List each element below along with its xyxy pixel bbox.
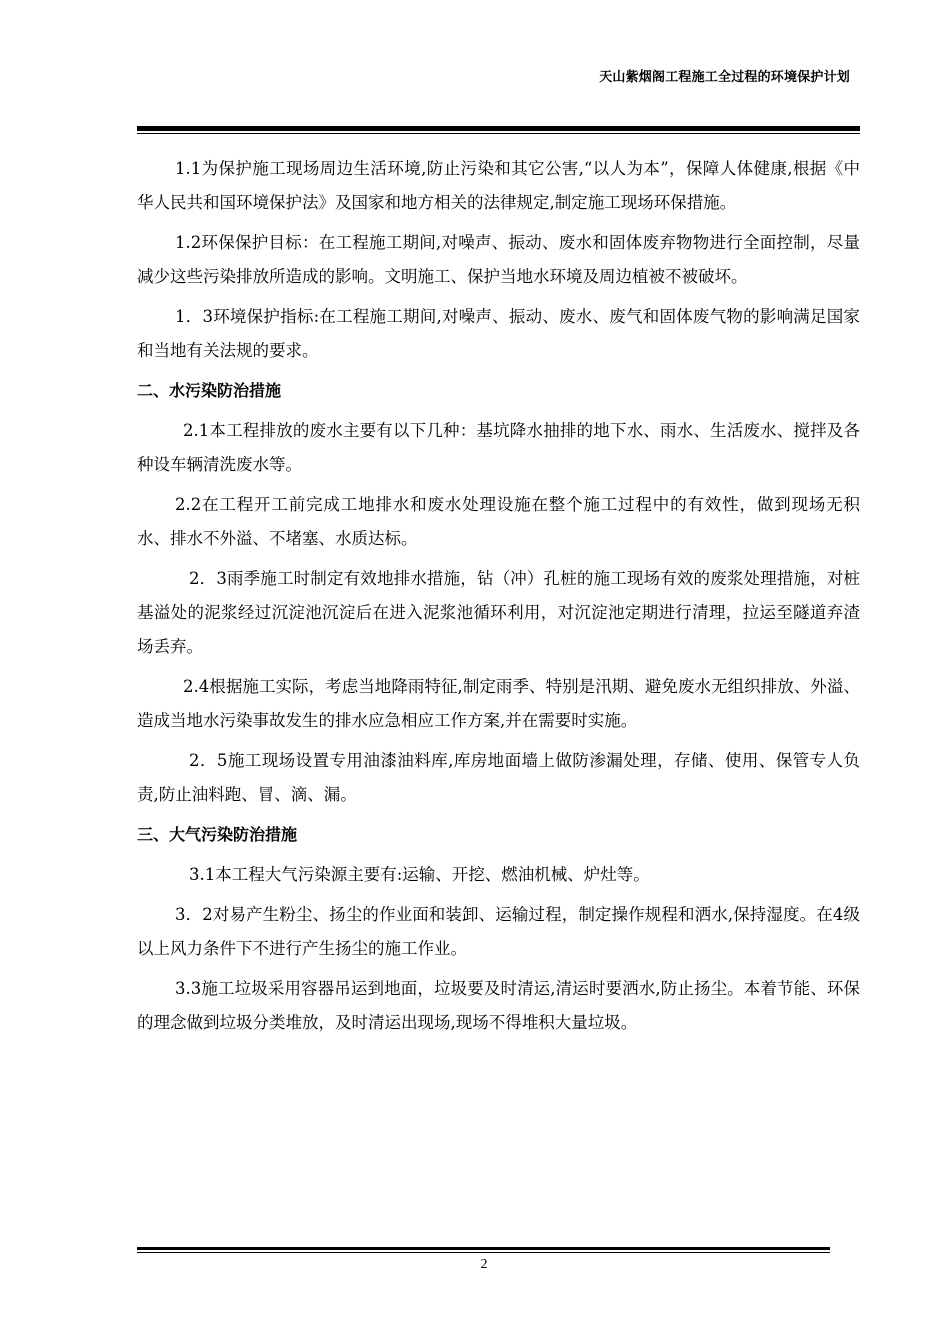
paragraph-1-1: 1.1为保护施工现场周边生活环境,防止污染和其它公害,“以人为本”，保障人体健康,根据《中华人民共和国环境保护法》及国家和地方相关的法律规定,制定施工现场环保措施。: [137, 159, 860, 212]
paragraph-2-4: 2.4根据施工实际，考虑当地降雨特征,制定雨季、特别是汛期、避免废水无组织排放、外溢、造成当地水污染事故发生的排水应急相应工作方案,并在需要时实施。: [137, 677, 860, 730]
section-heading-air: 三、大气污染防治措施: [137, 825, 298, 844]
paragraph-1-2: 1.2环保保护目标：在工程施工期间,对噪声、振动、废水和固体废弃物物进行全面控制，尽量减少这些污染排放所造成的影响。文明施工、保护当地水环境及周边植被不被破坏。: [137, 233, 860, 286]
footer-rule-thin: [137, 1252, 830, 1253]
header-rule-thin: [137, 133, 860, 134]
paragraph-2-2: 2.2在工程开工前完成工地排水和废水处理设施在整个施工过程中的有效性，做到现场无积水、排水不外溢、不堵塞、水质达标。: [137, 495, 860, 548]
document-body: [137, 152, 860, 1046]
paragraph-3-1: 3.1本工程大气污染源主要有:运输、开挖、燃油机械、炉灶等。: [189, 865, 650, 884]
paragraph-2-3: 2．3雨季施工时制定有效地排水措施，钻（冲）孔桩的施工现场有效的废浆处理措施，对桩基溢处的泥浆经过沉淀池沉淀后在进入泥浆池循环利用，对沉淀池定期进行清理，拉运至隧道弃渣场丢弃。: [137, 569, 860, 656]
paragraph-2-1: 2.1本工程排放的废水主要有以下几种：基坑降水抽排的地下水、雨水、生活废水、搅拌及各种设车辆清洗废水等。: [137, 421, 860, 474]
paragraph-2-5: 2．5施工现场设置专用油漆油料库,库房地面墙上做防渗漏处理，存储、使用、保管专人负责,防止油料跑、冒、滴、漏。: [137, 751, 860, 804]
header-rule-thick: [137, 126, 860, 131]
paragraph-3-3: 3.3施工垃圾采用容器吊运到地面，垃圾要及时清运,清运时要洒水,防止扬尘。本着节能、环保的理念做到垃圾分类堆放，及时清运出现场,现场不得堆积大量垃圾。: [137, 979, 860, 1032]
header-title: 天山紫烟阁工程施工全过程的环境保护计划: [599, 70, 850, 85]
section-heading-water: 二、水污染防治措施: [137, 381, 282, 400]
paragraph-3-2: 3．2对易产生粉尘、扬尘的作业面和装卸、运输过程，制定操作规程和洒水,保持湿度。在4级以上风力条件下不进行产生扬尘的施工作业。: [137, 905, 860, 958]
footer-rule-thick: [137, 1247, 830, 1250]
page-number: 2: [480, 1257, 488, 1272]
paragraph-1-3: 1．3环境保护指标:在工程施工期间,对噪声、振动、废水、废气和固体废气物的影响满足国家和当地有关法规的要求。: [137, 307, 860, 360]
